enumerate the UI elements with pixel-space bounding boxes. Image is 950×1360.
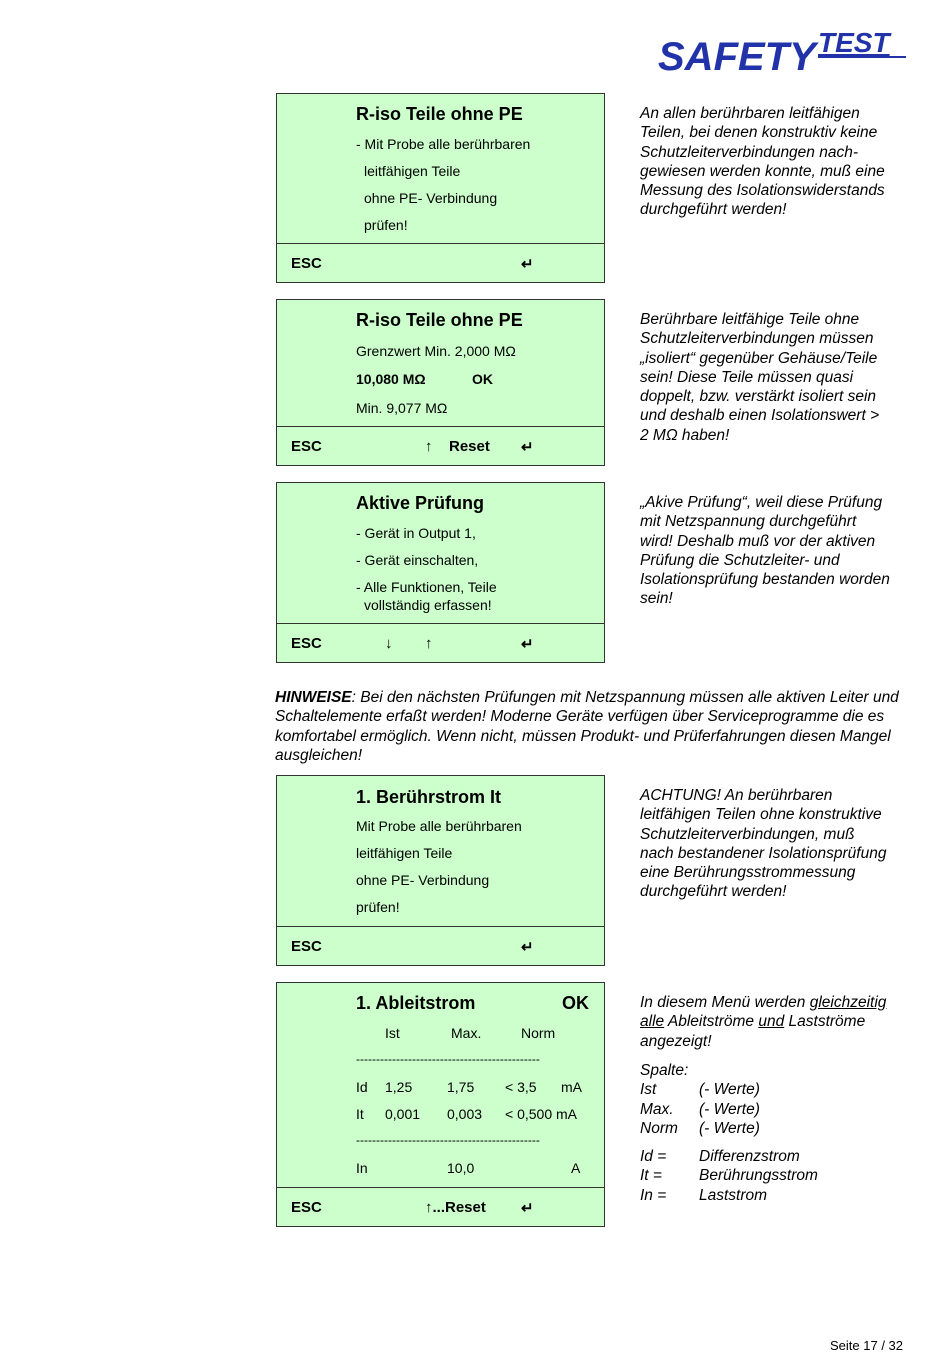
note5-text: Lastströme <box>788 1013 866 1031</box>
legend-row <box>640 1186 818 1205</box>
row-id-norm: < 3,5 <box>505 1079 537 1095</box>
column-header-ist: Ist <box>385 1025 400 1041</box>
screen-title: Aktive Prüfung <box>356 493 485 513</box>
reset-key[interactable]: Reset <box>449 438 490 455</box>
note5-underlined: alle <box>640 1013 665 1031</box>
status-ok: OK <box>562 993 589 1013</box>
screen-footer <box>277 926 604 965</box>
screen-beruehrstrom <box>276 775 605 966</box>
screen-line: Mit Probe alle berührbaren <box>356 818 522 834</box>
screen-line: ohne PE- Verbindung <box>356 872 490 888</box>
row-it-max: 0,003 <box>447 1106 483 1122</box>
screen-footer <box>277 426 604 465</box>
screen-line: vollständig erfassen! <box>364 597 492 613</box>
esc-key[interactable]: ESC <box>291 938 322 955</box>
legend-value: (- Werte) <box>699 1081 760 1099</box>
screen-riso-probe <box>276 93 605 283</box>
min-value: Min. 9,077 MΩ <box>356 400 448 416</box>
column-header-norm: Norm <box>521 1025 556 1041</box>
esc-key[interactable]: ESC <box>291 255 322 272</box>
screen-line: leitfähigen Teile <box>356 845 453 861</box>
screen-line: ohne PE- Verbindung <box>364 190 498 206</box>
row-id-ist: 1,25 <box>385 1079 413 1095</box>
row-in-unit: A <box>571 1160 581 1176</box>
enter-key-icon[interactable]: ↵ <box>521 256 534 273</box>
hinweise-label: HINWEISE <box>275 689 352 706</box>
legend-row <box>640 1119 818 1138</box>
logo-main-text: SAFETY <box>658 35 816 78</box>
row-id-unit: mA <box>561 1079 582 1095</box>
screen-title: 1. Berührstrom It <box>356 787 502 807</box>
screen-line: prüfen! <box>364 217 408 233</box>
logo-sup-text: TEST <box>818 30 890 58</box>
esc-key[interactable]: ESC <box>291 438 322 455</box>
legend-row <box>640 1080 818 1099</box>
row-id-max: 1,75 <box>447 1079 475 1095</box>
legend-row <box>640 1100 818 1119</box>
screen-footer <box>277 243 604 282</box>
legend-key: Norm <box>640 1119 678 1137</box>
screen-footer <box>277 1187 604 1226</box>
screen-title: R-iso Teile ohne PE <box>356 310 523 330</box>
legend-value: Differenzstrom <box>699 1148 800 1166</box>
arrow-up-icon[interactable]: ↑ <box>425 438 433 455</box>
note-ableitstrom <box>640 993 886 1051</box>
note5-text: In diesem Menü werden <box>640 994 806 1011</box>
legend-key: It = <box>640 1167 662 1185</box>
screen-title: R-iso Teile ohne PE <box>356 104 523 124</box>
status-ok: OK <box>472 371 493 387</box>
screen-line: - Alle Funktionen, Teile <box>356 579 497 595</box>
row-in-label: In <box>356 1160 368 1176</box>
screen-line: prüfen! <box>356 899 400 915</box>
legend-key: Id = <box>640 1148 667 1166</box>
note5-underlined: und <box>758 1013 785 1031</box>
legend-spalte: Spalte: <box>640 1062 689 1079</box>
enter-key-icon[interactable]: ↵ <box>521 636 534 653</box>
note5-underlined: gleichzeitig <box>809 994 887 1011</box>
enter-key-icon[interactable]: ↵ <box>521 1200 534 1217</box>
legend-row <box>640 1166 818 1185</box>
note-riso-probe: An allen berührbaren leitfähigen Teilen, bei denen konstruktiv keine Schutzleiterverbindungen nach- gewiesen werden konnte, muß eine Messung des Isolationswiderstands durchgeführt werden! <box>640 105 885 219</box>
divider-line: ---------------------------------------------- <box>356 1133 540 1147</box>
column-legend <box>640 1061 818 1205</box>
screen-line: - Mit Probe alle berührbaren <box>356 136 531 152</box>
divider-line: ---------------------------------------------- <box>356 1052 540 1066</box>
measured-value: 10,080 MΩ <box>356 371 426 387</box>
legend-key: In = <box>640 1186 667 1204</box>
page-number: Seite 17 / 32 <box>830 1338 903 1353</box>
screen-riso-result <box>276 299 605 466</box>
hinweise-text: : Bei den nächsten Prüfungen mit Netzspannung müssen alle aktiven Leiter und Schaltelemente erfaßt werden! Moderne Geräte verfügen über Serviceprogramme die es komfortabel ermöglich. Wenn nicht, müssen Produkt- und Prüferfahrungen diesen Mangel ausgleichen! <box>275 689 899 764</box>
legend-row <box>640 1147 818 1166</box>
esc-key[interactable]: ESC <box>291 635 322 652</box>
esc-key[interactable]: ESC <box>291 1199 322 1216</box>
legend-key: Max. <box>640 1100 674 1118</box>
note5-text: angezeigt! <box>640 1032 712 1050</box>
arrow-up-icon[interactable]: ↑ <box>425 635 433 652</box>
safetytest-logo <box>658 30 908 78</box>
hinweise-paragraph <box>275 688 915 765</box>
column-header-max: Max. <box>451 1025 482 1041</box>
screen-line: - Gerät einschalten, <box>356 552 479 568</box>
row-it-ist: 0,001 <box>385 1106 421 1122</box>
screen-footer <box>277 623 604 662</box>
legend-key: Ist <box>640 1081 657 1099</box>
note5-text: Ableitströme <box>667 1013 755 1031</box>
screen-title: 1. Ableitstrom <box>356 993 476 1013</box>
note-beruehrstrom: ACHTUNG! An berührbaren leitfähigen Teilen ohne konstruktive Schutzleiterverbindungen, muß nach bestandener Isolationsprüfung eine Berührungsstrommessung durchgeführt werden! <box>640 787 887 901</box>
limit-value: Grenzwert Min. 2,000 MΩ <box>356 343 516 359</box>
note-aktive-pruefung: „Akive Prüfung“, weil diese Prüfung mit Netzspannung durchgeführt wird! Deshalb muß vor der aktiven Prüfung die Schutzleiter- und Isolationsprüfung bestanden worden sein! <box>640 494 890 608</box>
legend-value: (- Werte) <box>699 1100 760 1118</box>
legend-value: (- Werte) <box>699 1119 760 1137</box>
row-it-label: It <box>356 1106 364 1122</box>
legend-value: Laststrom <box>699 1186 768 1204</box>
enter-key-icon[interactable]: ↵ <box>521 939 534 956</box>
screen-line: - Gerät in Output 1, <box>356 525 476 541</box>
legend-value: Berührungsstrom <box>699 1167 818 1185</box>
screen-line: leitfähigen Teile <box>364 163 461 179</box>
row-id-label: Id <box>356 1079 368 1095</box>
enter-key-icon[interactable]: ↵ <box>521 439 534 456</box>
row-it-norm: < 0,500 mA <box>505 1106 577 1122</box>
arrow-down-icon[interactable]: ↓ <box>385 635 393 652</box>
screen-aktive-pruefung <box>276 482 605 663</box>
row-in-value: 10,0 <box>447 1160 475 1176</box>
up-reset-key[interactable]: ↑...Reset <box>425 1199 486 1216</box>
screen-ableitstrom <box>276 982 605 1227</box>
note-riso-result: Berührbare leitfähige Teile ohne Schutzleiterverbindungen müssen „isoliert“ gegenüber Gehäuse/Teile sein! Diese Teile müssen quasi doppelt, bzw. verstärkt isoliert sein und deshalb einen Isolationswert > 2 MΩ haben! <box>640 311 880 444</box>
